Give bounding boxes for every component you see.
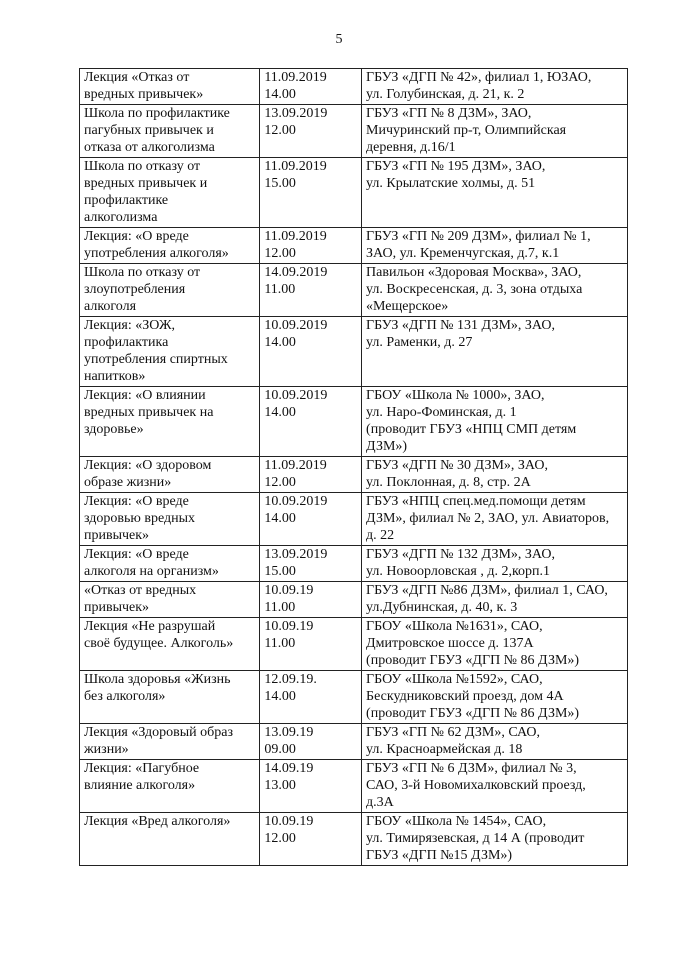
place-line: ул. Голубинская, д. 21, к. 2 [366,87,525,102]
place-line: ГБУЗ «ДГП № 132 ДЗМ», ЗАО, [366,547,555,562]
events-table-body [80,69,628,866]
event-place-cell [362,387,628,457]
name-line: алкоголя [84,299,137,314]
date-line: 10.09.19 [264,814,314,829]
place-line: ГБУЗ «ДГП № 42», филиал 1, ЮЗАО, [366,70,592,85]
date-line: 15.00 [264,564,296,579]
date-line: 11.09.2019 [264,159,327,174]
place-line: Дмитровское шоссе д. 137А [366,636,534,651]
event-date-cell [260,317,362,387]
name-line: Школа по отказу от [84,265,201,280]
event-place-cell [362,493,628,546]
event-date-cell [260,671,362,724]
date-line: 14.09.19 [264,761,314,776]
table-row [80,493,628,546]
place-line: ГБУЗ «ДГП № 131 ДЗМ», ЗАО, [366,318,555,333]
name-line: отказа от алкоголизма [84,140,215,155]
date-line: 10.09.2019 [264,318,328,333]
name-line: Лекция: «Пагубное [84,761,200,776]
date-line: 11.00 [264,282,296,297]
date-line: 09.00 [264,742,296,757]
event-place-cell [362,228,628,264]
name-line: Лекция: «О здоровом [84,458,212,473]
date-line: 10.09.2019 [264,494,328,509]
event-name-cell [80,546,260,582]
event-date-cell [260,105,362,158]
name-line: Лекция «Отказ от [84,70,190,85]
place-line: ул. Воскресенская, д. 3, зона отдыха [366,282,583,297]
name-line: Лекция: «О влиянии [84,388,206,403]
page-number: 5 [335,32,343,47]
place-line: ГБУЗ «ГП № 6 ДЗМ», филиал № 3, [366,761,577,776]
date-line: 14.00 [264,405,296,420]
table-row [80,760,628,813]
place-line: Павильон «Здоровая Москва», ЗАО, [366,265,582,280]
event-name-cell [80,671,260,724]
place-line: (проводит ГБУЗ «ДГП № 86 ДЗМ») [366,653,580,668]
name-line: своё будущее. Алкоголь» [84,636,234,651]
event-name-cell [80,760,260,813]
date-line: 14.00 [264,87,296,102]
name-line: алкоголя на организм» [84,564,219,579]
place-line: ГБУЗ «ГП № 8 ДЗМ», ЗАО, [366,106,532,121]
table-row [80,724,628,760]
place-line: ГБУЗ «ГП № 195 ДЗМ», ЗАО, [366,159,546,174]
table-row [80,387,628,457]
event-place-cell [362,813,628,866]
name-line: пагубных привычек и [84,123,214,138]
place-line: ГБУЗ «НПЦ спец.мед.помощи детям [366,494,586,509]
event-date-cell [260,387,362,457]
date-line: 10.09.19 [264,583,314,598]
name-line: профилактике [84,193,169,208]
name-line: Школа по отказу от [84,159,201,174]
place-line: ГБУЗ «ДГП № 30 ДЗМ», ЗАО, [366,458,548,473]
date-line: 14.00 [264,511,296,526]
event-place-cell [362,760,628,813]
place-line: д. 22 [366,528,395,543]
events-table [79,68,628,866]
place-line: Мичуринский пр-т, Олимпийская [366,123,567,138]
name-line: образе жизни» [84,475,172,490]
event-name-cell [80,724,260,760]
table-row [80,317,628,387]
event-name-cell [80,387,260,457]
event-name-cell [80,264,260,317]
event-date-cell [260,69,362,105]
place-line: ул. Крылатские холмы, д. 51 [366,176,536,191]
event-date-cell [260,493,362,546]
event-place-cell [362,618,628,671]
event-place-cell [362,582,628,618]
event-date-cell [260,457,362,493]
event-date-cell [260,618,362,671]
name-line: употребления алкоголя» [84,246,229,261]
place-line: ГБОУ «Школа № 1454», САО, [366,814,547,829]
place-line: ГБУЗ «ГП № 209 ДЗМ», филиал № 1, [366,229,591,244]
date-line: 12.00 [264,831,296,846]
place-line: Бескудниковский проезд, дом 4А [366,689,564,704]
date-line: 13.00 [264,778,296,793]
name-line: привычек» [84,600,150,615]
name-line: алкоголизма [84,210,158,225]
date-line: 11.00 [264,600,296,615]
event-date-cell [260,264,362,317]
event-name-cell [80,317,260,387]
name-line: Лекция «Не разрушай [84,619,216,634]
name-line: здоровью вредных [84,511,196,526]
event-date-cell [260,760,362,813]
place-line: ГБОУ «Школа № 1000», ЗАО, [366,388,545,403]
table-row [80,546,628,582]
place-line: ул. Новоорловская , д. 2,корп.1 [366,564,551,579]
date-line: 11.00 [264,636,296,651]
place-line: ГБОУ «Школа №1592», САО, [366,672,543,687]
name-line: напитков» [84,369,146,384]
event-name-cell [80,228,260,264]
name-line: «Отказ от вредных [84,583,197,598]
event-name-cell [80,158,260,228]
event-date-cell [260,582,362,618]
event-name-cell [80,69,260,105]
event-place-cell [362,317,628,387]
place-line: ул. Раменки, д. 27 [366,335,473,350]
place-line: ГБОУ «Школа №1631», САО, [366,619,543,634]
place-line: ГБУЗ «ДГП №15 ДЗМ») [366,848,513,863]
place-line: ГБУЗ «ГП № 62 ДЗМ», САО, [366,725,541,740]
place-line: (проводит ГБУЗ «ДГП № 86 ДЗМ») [366,706,580,721]
date-line: 14.09.2019 [264,265,328,280]
name-line: Лекция: «О вреде [84,494,189,509]
table-row [80,264,628,317]
event-date-cell [260,724,362,760]
name-line: злоупотребления [84,282,186,297]
event-name-cell [80,618,260,671]
date-line: 12.00 [264,123,296,138]
date-line: 10.09.19 [264,619,314,634]
event-place-cell [362,724,628,760]
table-row [80,158,628,228]
place-line: «Мещерское» [366,299,449,314]
name-line: влияние алкоголя» [84,778,196,793]
place-line: ЗАО, ул. Кременчугская, д.7, к.1 [366,246,560,261]
name-line: здоровье» [84,422,144,437]
date-line: 13.09.19 [264,725,314,740]
place-line: ДЗМ», филиал № 2, ЗАО, ул. Авиаторов, [366,511,610,526]
event-place-cell [362,105,628,158]
date-line: 11.09.2019 [264,458,327,473]
name-line: Школа по профилактике [84,106,230,121]
table-row [80,457,628,493]
table-row [80,105,628,158]
date-line: 11.09.2019 [264,70,327,85]
place-line: (проводит ГБУЗ «НПЦ СМП детям [366,422,577,437]
place-line: ул.Дубнинская, д. 40, к. 3 [366,600,518,615]
place-line: ул. Красноармейская д. 18 [366,742,523,757]
name-line: Лекция: «ЗОЖ, [84,318,176,333]
place-line: деревня, д.16/1 [366,140,456,155]
table-row [80,618,628,671]
event-date-cell [260,813,362,866]
date-line: 14.00 [264,335,296,350]
date-line: 15.00 [264,176,296,191]
event-date-cell [260,158,362,228]
event-name-cell [80,105,260,158]
table-row [80,671,628,724]
date-line: 10.09.2019 [264,388,328,403]
table-row [80,813,628,866]
event-name-cell [80,457,260,493]
name-line: вредных привычек и [84,176,208,191]
place-line: д.3А [366,795,394,810]
place-line: ул. Поклонная, д. 8, стр. 2А [366,475,531,490]
place-line: ГБУЗ «ДГП №86 ДЗМ», филиал 1, САО, [366,583,608,598]
event-place-cell [362,546,628,582]
name-line: Лекция: «О вреде [84,229,189,244]
event-place-cell [362,158,628,228]
place-line: ул. Тимирязевская, д 14 А (проводит [366,831,585,846]
event-date-cell [260,546,362,582]
name-line: Лекция «Здоровый образ [84,725,234,740]
name-line: жизни» [84,742,129,757]
date-line: 13.09.2019 [264,547,328,562]
name-line: вредных привычек» [84,87,204,102]
date-line: 12.00 [264,246,296,261]
event-name-cell [80,493,260,546]
date-line: 12.09.19. [264,672,317,687]
place-line: ул. Наро-Фоминская, д. 1 [366,405,517,420]
table-row [80,582,628,618]
event-date-cell [260,228,362,264]
place-line: ДЗМ») [366,439,408,454]
name-line: Школа здоровья «Жизнь [84,672,231,687]
event-place-cell [362,69,628,105]
place-line: САО, 3-й Новомихалковский проезд, [366,778,586,793]
name-line: вредных привычек на [84,405,214,420]
name-line: профилактика [84,335,169,350]
date-line: 13.09.2019 [264,106,328,121]
table-row [80,69,628,105]
name-line: Лекция «Вред алкоголя» [84,814,231,829]
date-line: 12.00 [264,475,296,490]
name-line: без алкоголя» [84,689,166,704]
event-name-cell [80,813,260,866]
name-line: привычек» [84,528,150,543]
date-line: 14.00 [264,689,296,704]
event-place-cell [362,457,628,493]
name-line: употребления спиртных [84,352,228,367]
table-row [80,228,628,264]
date-line: 11.09.2019 [264,229,327,244]
event-place-cell [362,671,628,724]
event-name-cell [80,582,260,618]
name-line: Лекция: «О вреде [84,547,189,562]
event-place-cell [362,264,628,317]
